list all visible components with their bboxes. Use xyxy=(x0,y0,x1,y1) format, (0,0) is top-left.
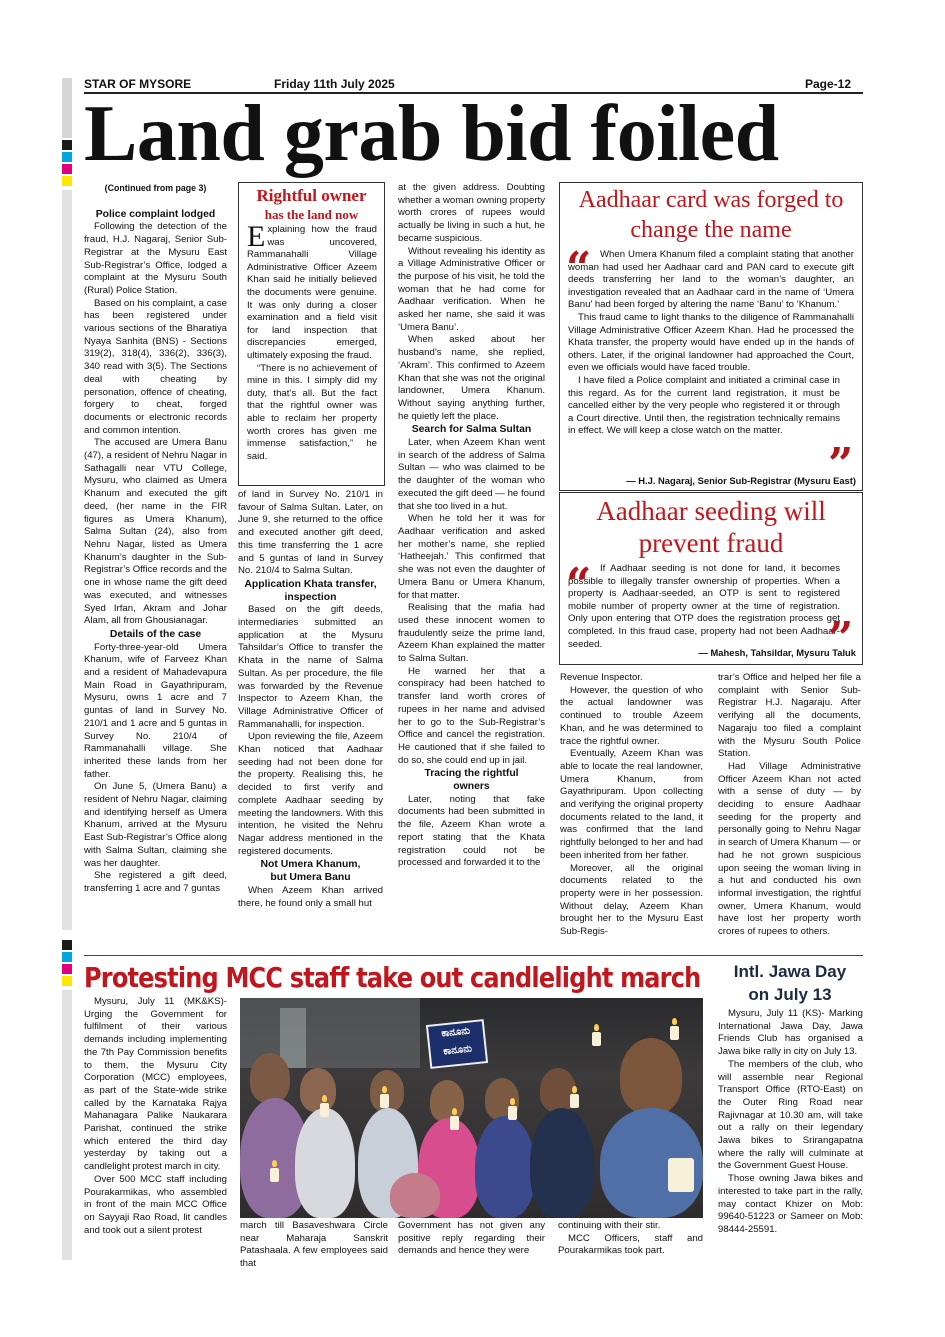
paragraph: She registered a gift deed, transferring 1 acre and 7 guntas xyxy=(84,870,227,894)
placard xyxy=(426,1019,488,1069)
aadhaar-seeding-text xyxy=(566,559,840,651)
paragraph: “There is no achievement of mine in this. I simply did my duty, that’s all. But the fact that the rightful owner was able to reclaim her property worth crores has given me immense satisfaction,” he said. xyxy=(247,362,377,462)
column-3 xyxy=(398,182,545,870)
subhead-not-umera: Not Umera Khanum, but Umera Banu xyxy=(260,859,361,884)
rightful-owner-text xyxy=(247,220,377,463)
paragraph: trar’s Office and helped her file a complaint with Senior Sub-Registrar H.J. Nagaraju. After verifying all the documents, Nagaraju too filed a complaint with the Mysuru South Police Station. xyxy=(718,672,861,760)
masthead-date: Friday 11th July 2025 xyxy=(274,77,395,91)
column-1 xyxy=(84,182,227,896)
candle-flame xyxy=(452,1108,457,1115)
paragraph: Eventually, Azeem Khan was able to locate the real landowner, Umera Khanum, from Gayathripuram. Upon collecting and verifying the original property documents related to the land, it was confirmed that the land rightfully belonged to her and had been inherited from her father. xyxy=(560,748,703,861)
paragraph: When Umera Khanum filed a complaint stating that another woman had used her Aadhaar card and PAN card to execute gift deeds transferring her land to the woman’s daughter, an investigation revealed that an Aadhaar card in the name of ‘Umera Banu’ had been forged by altering the name ‘Banu’ to ‘Khanum.’ xyxy=(568,249,854,311)
placard-text: ಕಾನೂನು xyxy=(442,1043,473,1058)
placard-text: ಕಾನೂನು xyxy=(440,1025,471,1040)
subhead-details: Details of the case xyxy=(109,628,202,640)
paragraph: Moreover, all the original documents related to the property were in her possession. Without delay, Azeem Khan brought her to the Mysuru East Sub-Regis- xyxy=(560,862,703,938)
aadhaar-seeding-attribution: — Mahesh, Tahsildar, Mysuru Taluk xyxy=(698,647,856,658)
jawa-headline-line: on July 13 xyxy=(748,985,832,1004)
column-4 xyxy=(560,672,703,939)
paragraph: Over 500 MCC staff including Pourakarmikas, who assembled in front of the main MCC Office on Sayyaji Rao Road, lit candles and took out a silent protest xyxy=(84,1173,227,1236)
paragraph: Upon reviewing the file, Azeem Khan noticed that Aadhaar seeding had not been done for the property. Realising this, he decided to first verify and complete Aadhaar seeding by meeting the landowners. With this intention, he visited the Nehru Nagar address mentioned in the registered documents. xyxy=(238,731,383,857)
paragraph: Later, when Azeem Khan went in search of the address of Salma Sultan — who was claimed to be the daughter of the woman who executed the gift deed — he found that she too lived in a hut. xyxy=(398,437,545,512)
mcc-column-2 xyxy=(240,1220,388,1271)
paragraph: Forty-three-year-old Umera Khanum, wife of Farveez Khan and a resident of Mahadevapura Main Road in Gayathripuram, Mysuru, owns 1 acre and 7 guntas of land in Survey No. 210/1 and 1 acre and 5 guntas in Survey No. 210/4 of Rammanahalli village. She inherited these lands from her father. xyxy=(84,641,227,780)
paragraph: Based on his complaint, a case has been registered under various sections of the Bharatiya Nyaya Sanhita (BNS) - Sections 319(2), 318(4), 336(2), 336(3), 340 read with 3(5). The Sections deal with cheating by personation, offence of cheating, forgery to cheat, forged documents or electronic records and common intention. xyxy=(84,297,227,436)
paragraph: He warned her that a conspiracy had been hatched to transfer land worth crores of rupees in her name and advised her to go to the Sub-Registrar’s Office and cancel the registration. He cautioned that if she failed to do so, she could end up in jail. xyxy=(398,665,545,766)
crowd-member xyxy=(620,1038,682,1114)
aadhaar-seeding-title: Aadhaar seeding will prevent fraud xyxy=(596,496,826,558)
page-headline: Land grab bid foiled xyxy=(84,90,779,178)
paragraph: continuing with their stir. xyxy=(558,1220,661,1231)
paragraph: at the given address. Doubting whether a woman owning property worth crores of rupees would actually be living in such a hut, he became suspicious. xyxy=(398,182,545,244)
paragraph: Following the detection of the fraud, H.J. Nagaraj, Senior Sub-Registrar at the Mysuru East Sub-Registrar’s Office, lodged a complaint at the Mysuru South (Rural) Police Station. xyxy=(84,221,227,296)
column-5 xyxy=(718,672,861,939)
paragraph: On June 5, (Umera Banu) a resident of Nehru Nagar, claiming and identifying herself as Umera Khanum, arrived at the Mysuru East Sub-Registrar’s Office along with Salma Sultan, claiming she was her daughter. xyxy=(84,781,227,869)
candlelight-march-photo xyxy=(240,998,703,1218)
open-quote-icon: “ xyxy=(566,559,592,610)
candle-flame xyxy=(322,1095,327,1102)
masthead-page: Page-12 xyxy=(805,77,852,91)
candle-flame xyxy=(382,1086,387,1093)
open-quote-icon: “ xyxy=(566,243,592,294)
mcc-column-1 xyxy=(84,996,227,1237)
rightful-owner-subtitle: has the land now xyxy=(264,207,359,222)
paragraph: Without revealing his identity as a Village Administrative Officer or the purpose of his visit, he told the woman that he had come for Aadhaar verification. When he asked her name, she said it was ‘Umera Banu’. xyxy=(398,245,545,333)
crowd-member xyxy=(430,1080,464,1122)
paragraph: Revenue Inspector. xyxy=(560,672,643,683)
crowd-member xyxy=(250,1053,290,1103)
candle-flame xyxy=(594,1024,599,1031)
paragraph: MCC Officers, staff and Pourakarmikas took part. xyxy=(558,1232,703,1257)
section-divider xyxy=(84,955,863,956)
aadhaar-seeding-box xyxy=(559,492,863,665)
close-quote-icon: ” xyxy=(828,439,854,490)
paragraph: If Aadhaar seeding is not done for land, it becomes possible to illegally transfer ownership of properties. When a property is Aadhaar-seeded, an OTP is sent to registered mobile number of property owner at the time of registration. Only upon entering that OTP does the registration process get completed. In this fraud case, property had not been Aadhaar-seeded. xyxy=(568,563,840,650)
continued-note: (Continued from page 3) xyxy=(104,183,207,193)
crowd-member xyxy=(300,1068,336,1112)
building-backdrop xyxy=(280,1008,306,1068)
paragraph: I have filed a Police complaint and initiated a criminal case in this regard. As for the current land registration, it must be cancelled either by the very people who registered it or through a Court directive. Until then, the registration technically remains in effect. We will keep a close watch on the matter. xyxy=(568,374,840,437)
paragraph: Realising that the mafia had used these innocent women to fraudulently seize the prime land, Azeem Khan explained the matter to Salma Sultan. xyxy=(398,602,545,665)
paragraph: Those owning Jawa bikes and interested to take part in the rally, may contact Khizer on Mob: 99640-51223 or Sameer on Mob: 98444-25591. xyxy=(718,1173,863,1235)
paragraph: The accused are Umera Banu (47), a resident of Nehru Nagar in Sathagalli near VTU College, Mysuru, who claimed as Umera Khanum and executed the gift deed, (her name in the FIR figures as Umera Khanum), Salma Sultan (24), also from Nehru Nagar, listed as Umera Khanum’s daughter in the Sub-Registrar’s Office records and the one in whose name the gift deed was executed, and witnesses Syed Irfan, Akram and Johar Alam, all from Ghousianagar. xyxy=(84,437,227,627)
mcc-headline: Protesting MCC staff take out candlelight march xyxy=(84,961,701,994)
subhead-khata: Application Khata transfer, inspection xyxy=(244,578,377,603)
subhead-search-salma: Search for Salma Sultan xyxy=(411,424,532,436)
crowd-member xyxy=(295,1108,355,1218)
candle xyxy=(508,1106,517,1120)
jawa-headline xyxy=(716,960,864,1006)
candle xyxy=(592,1032,601,1046)
crowd-member xyxy=(530,1108,594,1218)
subhead-tracing: Tracing the rightful owners xyxy=(424,768,519,793)
candle xyxy=(668,1158,694,1192)
paragraph: When he told her it was for Aadhaar verification and asked her mother’s name, she replied ‘Hatheejah.’ This confirmed that she was not even the daughter of Umera Banu or Umera Khanum, for that matter. xyxy=(398,513,545,601)
rightful-owner-box xyxy=(238,182,385,486)
column-2 xyxy=(238,489,383,910)
close-quote-icon: ” xyxy=(828,613,854,664)
candle xyxy=(570,1094,579,1108)
paragraph: Government has not given any positive reply regarding their demands and hence they were xyxy=(398,1220,545,1257)
paragraph: xplaining how the fraud was uncovered, Rammanahalli Village Administrative Officer Azeem Khan said he initially believed the documents were genuine. It was only during a closer examination and a field visit for land inspection that discrepancies emerged, ultimately exposing the fraud. xyxy=(247,224,377,361)
aadhaar-forged-title: Aadhaar card was forged to change the name xyxy=(578,187,844,243)
jawa-headline-line: Intl. Jawa Day xyxy=(733,962,847,981)
paragraph: When Azeem Khan arrived there, he found only a small hut xyxy=(238,884,383,909)
jawa-column xyxy=(718,1008,863,1237)
mcc-column-4 xyxy=(558,1220,703,1258)
candle-flame xyxy=(510,1098,515,1105)
candle-flame xyxy=(272,1160,277,1167)
dropcap: E xyxy=(247,220,266,253)
paragraph: Later, noting that fake documents had been submitted in the file, Azeem Khan wrote a report stating that the Khata registration could not be processed and forwarded it to the xyxy=(398,793,545,869)
masthead-paper: STAR OF MYSORE xyxy=(84,77,192,91)
mcc-column-3 xyxy=(398,1220,545,1258)
rightful-owner-title: Rightful owner xyxy=(256,186,367,205)
paragraph: This fraud came to light thanks to the diligence of Rammanahalli Village Administrative Officer Azeem Khan. Had he processed the Khata transfer, the property would have ended up in the hands of others. Later, if the original landowner had approached the Court, even we officials would have faced trouble. xyxy=(568,311,854,374)
paragraph: Mysuru, July 11 (MK&KS)- Urging the Government for fulfilment of their various demands including implementing the 7th Pay Commission benefits to them, the Mysuru City Corporation (MCC) employees, as part of the State-wide strike called by the Karnataka Rajya Mahanagara Palike Naukarara Parishat, continued the strike which entered the third day yesterday by taking out a candlelight protest march in city. xyxy=(84,996,227,1173)
paragraph: Based on the gift deeds, intermediaries submitted an application at the Mysuru Tahsildar’s Office to transfer the Khata in the name of Salma Sultan. As per procedure, the file was forwarded by the Revenue Inspector to Azeem Khan, the Village Administrative Officer of Rammanahalli, for inspection. xyxy=(238,604,383,730)
aadhaar-forged-attribution: — H.J. Nagaraj, Senior Sub-Registrar (Mysuru East) xyxy=(626,475,856,486)
subhead-police-complaint: Police complaint lodged xyxy=(95,208,216,220)
paragraph: When asked about her husband’s name, she replied, ‘Akram’. This confirmed to Azeem Khan that she was not the original landowner, Umera Khanum. Without saying anything further, he quietly left the place. xyxy=(398,334,545,422)
candle xyxy=(270,1168,279,1182)
paragraph: of land in Survey No. 210/1 in favour of Salma Sultan. Later, on June 9, she returned to the office and executed another gift deed, this time transferring the 1 acre and 5 guntas of land in Survey No. 210/4 to Salma Sultan. xyxy=(238,489,383,577)
paragraph: Mysuru, July 11 (KS)- Marking International Jawa Day, Jawa Friends Club has organised a Jawa bike rally in city on July 13. xyxy=(718,1008,863,1058)
candle xyxy=(670,1026,679,1040)
candle xyxy=(320,1103,329,1117)
crowd-member xyxy=(475,1116,535,1218)
aadhaar-forged-text xyxy=(566,243,854,438)
candle xyxy=(450,1116,459,1130)
candle-flame xyxy=(572,1086,577,1093)
paragraph: However, the question of who the actual landowner was continued to trouble Azeem Khan, and he was determined to trace the rightful owner. xyxy=(560,684,703,747)
paragraph: The members of the club, who will assemble near Regional Transport Office (RTO-East) on the Outer Ring Road near Rajivnagar at 10.30 am, will take out a rally on their legendary Jawa bikes to Srirangapatna where the rally will culminate at the Government Guest House. xyxy=(718,1058,863,1172)
aadhaar-forged-box xyxy=(559,182,863,491)
paragraph: march till Basaveshwara Circle near Maharaja Sanskrit Patashaala. A few employees said that xyxy=(240,1220,388,1270)
paragraph: Had Village Administrative Officer Azeem Khan not acted with a sense of duty — by deciding to ensure Aadhaar seeding for the property and personally going to Nehru Nagar in search of Umera Khanum — or had he not grown suspicious upon seeing the woman living in a hut and conducted his own informal investigation, the rightful owner, Umera Khanum, would have lost her property worth crores of rupees to others. xyxy=(718,760,861,938)
crowd-member xyxy=(390,1173,440,1218)
candle-flame xyxy=(672,1018,677,1025)
candle xyxy=(380,1094,389,1108)
